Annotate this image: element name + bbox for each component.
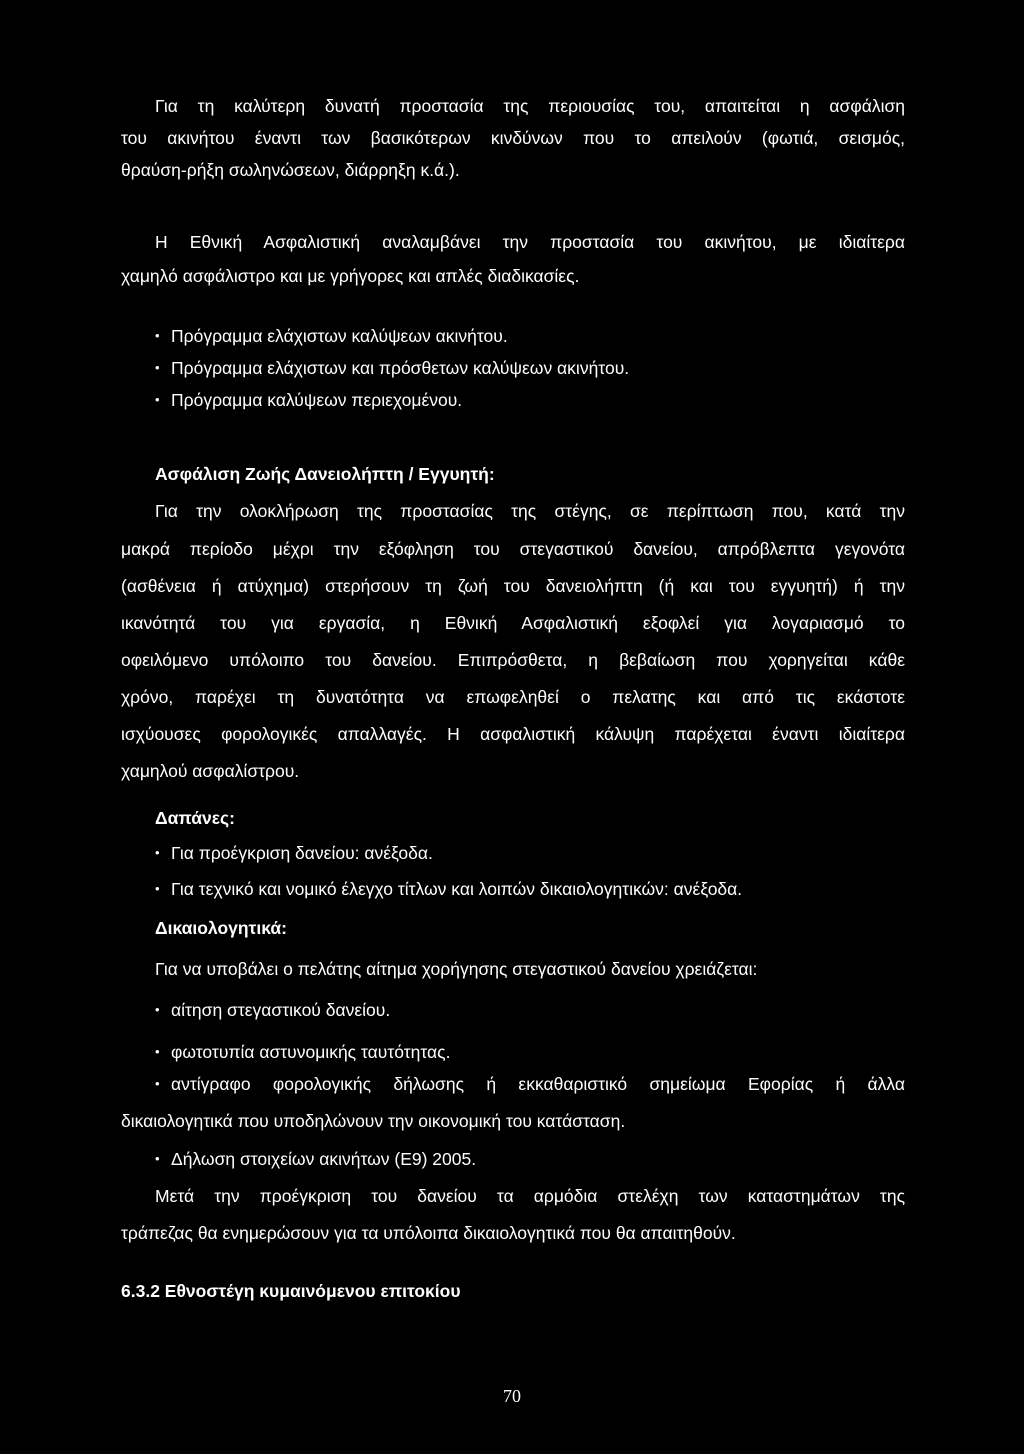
programs-list [155, 320, 629, 416]
text-line: Για τη καλύτερη δυνατή προστασία της περιουσίας του, απαιτείται η ασφάλιση [155, 96, 905, 116]
documents-heading: Δικαιολογητικά: [155, 918, 287, 938]
documents-list [155, 994, 450, 1068]
section-heading: 6.3.2 Εθνοστέγη κυμαινόμενου επιτοκίου [121, 1281, 461, 1301]
list-item: • Για προέγκριση δανείου: ανέξοδα. [155, 837, 742, 869]
documents-list-cont [155, 1143, 476, 1175]
text-line: Η Εθνική Ασφαλιστική αναλαμβάνει την προστασία του ακινήτου, με ιδιαίτερα [155, 232, 905, 252]
list-item-text: αντίγραφο φορολογικής δήλωσης ή εκκαθαριστικό σημείωμα Εφορίας ή άλλα [171, 1074, 905, 1094]
text-line: τράπεζας θα ενημερώσουν για τα υπόλοιπα δικαιολογητικά που θα απαιτηθούν. [121, 1223, 736, 1243]
text-line: (ασθένεια ή ατύχημα) στερήσουν τη ζωή του δανειολήπτη (ή και του εγγυητή) ή την [121, 576, 905, 596]
list-item: • Πρόγραμμα καλύψεων περιεχομένου. [155, 384, 629, 416]
bullet-icon: • [155, 1076, 160, 1091]
text-line: ικανότητά του για εργασία, η Εθνική Ασφαλιστική εξοφλεί για λογαριασμό το [121, 613, 905, 633]
life-insurance-heading: Ασφάλιση Ζωής Δανειολήπτη / Εγγυητή: [155, 464, 495, 484]
list-item: • Δήλωση στοιχείων ακινήτων (Ε9) 2005. [155, 1143, 476, 1175]
text-line: Για την ολοκλήρωση της προστασίας της στέγης, σε περίπτωση που, κατά την [155, 501, 905, 521]
list-item: • Πρόγραμμα ελάχιστων και πρόσθετων καλύψεων ακινήτου. [155, 352, 629, 384]
text-line: θραύση-ρήξη σωληνώσεων, διάρρηξη κ.ά.). [121, 160, 460, 180]
text-line: χαμηλό ασφάλιστρο και με γρήγορες και απλές διαδικασίες. [121, 266, 580, 286]
text-line: οφειλόμενο υπόλοιπο του δανείου. Επιπρόσθετα, η βεβαίωση που χορηγείται κάθε [121, 650, 905, 670]
list-item: • Για τεχνικό και νομικό έλεγχο τίτλων και λοιπών δικαιολογητικών: ανέξοδα. [155, 873, 742, 905]
list-item: • φωτοτυπία αστυνομικής ταυτότητας. [155, 1036, 450, 1068]
text-line: χρόνο, παρέχει τη δυνατότητα να επωφεληθεί ο πελατης και από τις εκάστοτε [121, 687, 905, 707]
list-item: • Πρόγραμμα ελάχιστων καλύψεων ακινήτου. [155, 320, 629, 352]
text-line: μακρά περίοδο μέχρι την εξόφληση του στεγαστικού δανείου, απρόβλεπτα γεγονότα [121, 539, 905, 559]
costs-heading: Δαπάνες: [155, 808, 235, 828]
page-number: 70 [503, 1386, 521, 1406]
text-line [155, 1068, 905, 1100]
documents-intro: Για να υποβάλει ο πελάτης αίτημα χορήγησης στεγαστικού δανείου χρειάζεται: [155, 959, 758, 979]
list-item: • αίτηση στεγαστικού δανείου. [155, 994, 450, 1026]
text-line: χαμηλού ασφαλίστρου. [121, 761, 300, 781]
text-line: δικαιολογητικά που υποδηλώνουν την οικονομική του κατάσταση. [121, 1111, 626, 1131]
documents-item-tax [155, 1068, 905, 1100]
text-line: Μετά την προέγκριση του δανείου τα αρμόδια στελέχη των καταστημάτων της [155, 1186, 905, 1206]
costs-list [155, 837, 742, 905]
text-line: ισχύουσες φορολογικές απαλλαγές. Η ασφαλιστική κάλυψη παρέχεται έναντι ιδιαίτερα [121, 724, 905, 744]
text-line: του ακινήτου έναντι των βασικότερων κινδύνων που το απειλούν (φωτιά, σεισμός, [121, 128, 905, 148]
